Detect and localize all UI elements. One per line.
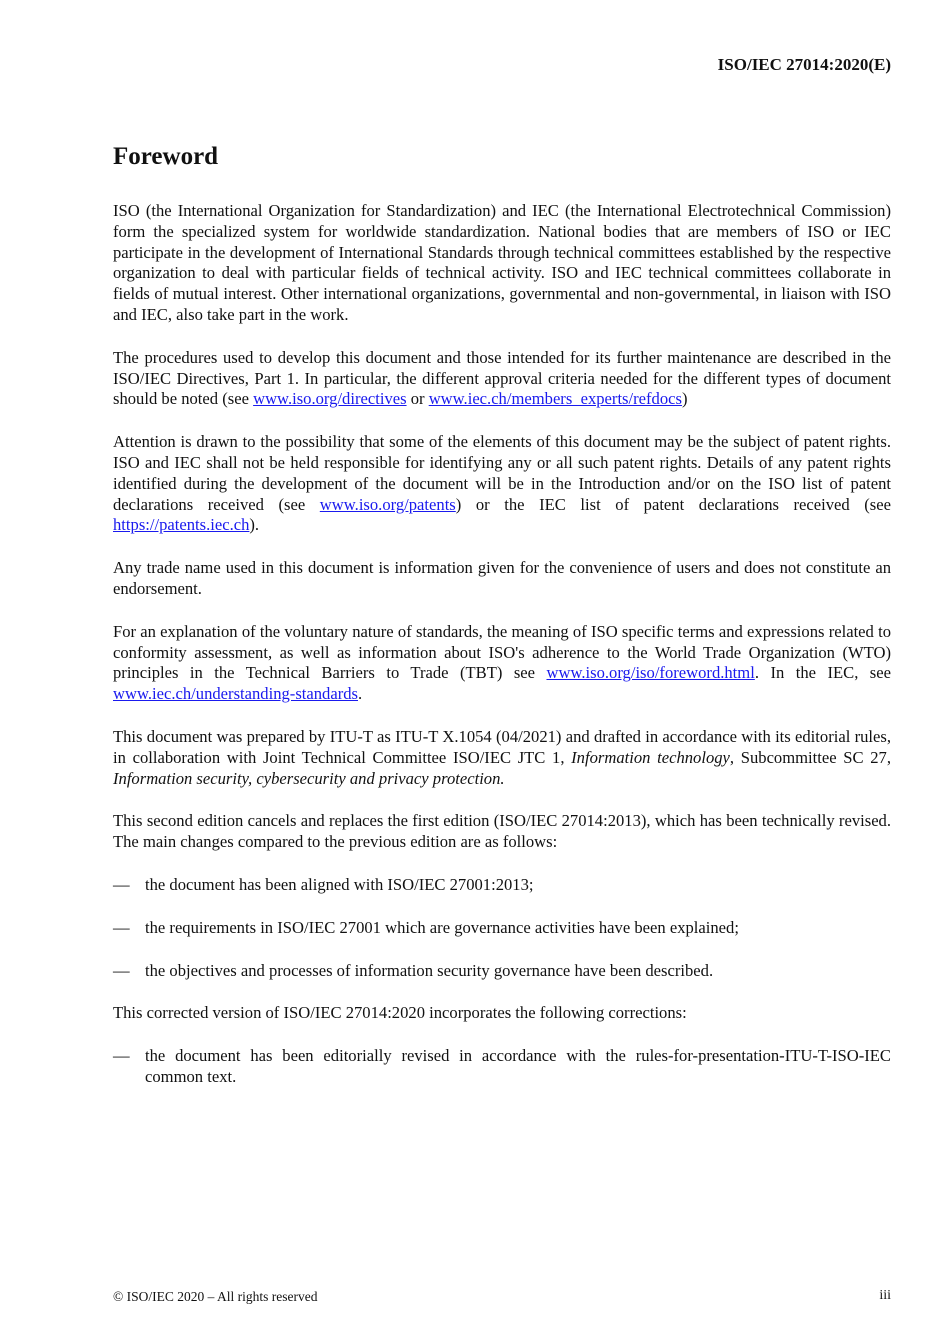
link-iec-understanding-standards[interactable]: www.iec.ch/understanding-standards <box>113 684 358 704</box>
paragraph: This corrected version of ISO/IEC 27014:2020 incorporates the following corrections: <box>113 1003 687 1023</box>
text: , Subcommittee SC 27, <box>729 747 891 767</box>
paragraph <box>113 622 891 705</box>
text: ) <box>681 389 688 409</box>
italic-text: Information technology <box>571 747 730 767</box>
list-item <box>113 1046 891 1088</box>
paragraph: Any trade name used in this document is information given for the convenience of users and does not constitute an endorsement. <box>113 558 891 598</box>
dash-bullet: — <box>113 874 130 894</box>
link-iso-patents[interactable]: www.iso.org/patents <box>319 494 456 514</box>
footer-copyright: © ISO/IEC 2020 – All rights reserved <box>113 1289 318 1304</box>
paragraph <box>113 432 891 536</box>
text: Attention is drawn to the possibility that some of the elements of this document may be the subject of patent rights. ISO and IEC shall not be held responsible for identifying any or all such patent rights. Details of any patent rights identified during the development of the document will be in the Introduction and/or on the ISO list of patent declarations received (see <box>113 432 891 514</box>
list-item-text: the document has been aligned with ISO/IEC 27001:2013; <box>145 874 534 894</box>
link-iec-patents[interactable]: https://patents.iec.ch <box>113 515 250 535</box>
link-iec-refdocs[interactable]: www.iec.ch/members_experts/refdocs <box>428 389 682 409</box>
paragraph: ISO (the International Organization for Standardization) and IEC (the International Electrotechnical Commission) form the specialized system for worldwide standardization. National bodies that are members of ISO or IEC participate in the development of International Standards through technical committees established by the respective organization to deal with particular fields of technical activity. ISO and IEC technical committees collaborate in fields of mutual interest. Other international organizations, governmental and non-governmental, in liaison with ISO and IEC, also take part in the work. <box>113 201 891 324</box>
paragraph <box>113 348 891 410</box>
list-item <box>113 961 891 982</box>
dash-bullet: — <box>113 917 130 937</box>
text: For an explanation of the voluntary nature of standards, the meaning of ISO specific terms and expressions related to conformity assessment, as well as information about ISO's adherence to the World Trade Organization (WTO) principles in the Technical Barriers to Trade (TBT) see <box>113 621 891 683</box>
list-item-text: the objectives and processes of information security governance have been described. <box>145 960 714 980</box>
text: . <box>358 684 363 704</box>
page-title: Foreword <box>113 143 219 170</box>
dash-bullet: — <box>113 1046 130 1066</box>
text: ). <box>249 515 260 535</box>
page-number: iii <box>879 1288 891 1303</box>
text: This document was prepared by ITU-T as ITU-T X.1054 (04/2021) and drafted in accordance with its editorial rules, in collaboration with Joint Technical Committee ISO/IEC JTC 1, <box>113 726 891 767</box>
list-item-text: the document has been editorially revised in accordance with the rules-for-presentation-ITU-T-ISO-IEC common text. <box>145 1046 891 1086</box>
paragraph: This second edition cancels and replaces the first edition (ISO/IEC 27014:2013), which has been technically revised. The main changes compared to the previous edition are as follows: <box>113 811 891 852</box>
text: The procedures used to develop this document and those intended for its further maintenance are described in the ISO/IEC Directives, Part 1. In particular, the different approval criteria needed for the different types of document should be noted (see <box>113 347 891 409</box>
list-item <box>113 918 891 939</box>
text: . In the IEC, see <box>754 663 891 683</box>
document-header: ISO/IEC 27014:2020(E) <box>717 55 891 74</box>
text: or <box>406 389 429 409</box>
list-item <box>113 875 891 896</box>
text: ) or the IEC list of patent declarations received (see <box>455 494 891 514</box>
list-item-text: the requirements in ISO/IEC 27001 which are governance activities have been explained; <box>145 917 739 937</box>
dash-bullet: — <box>113 960 130 980</box>
italic-text: Information security, cybersecurity and privacy protection. <box>113 768 505 788</box>
link-iso-foreword[interactable]: www.iso.org/iso/foreword.html <box>546 663 755 683</box>
link-iso-directives[interactable]: www.iso.org/directives <box>253 389 407 409</box>
paragraph <box>113 727 891 789</box>
foreword-body <box>113 201 891 1110</box>
